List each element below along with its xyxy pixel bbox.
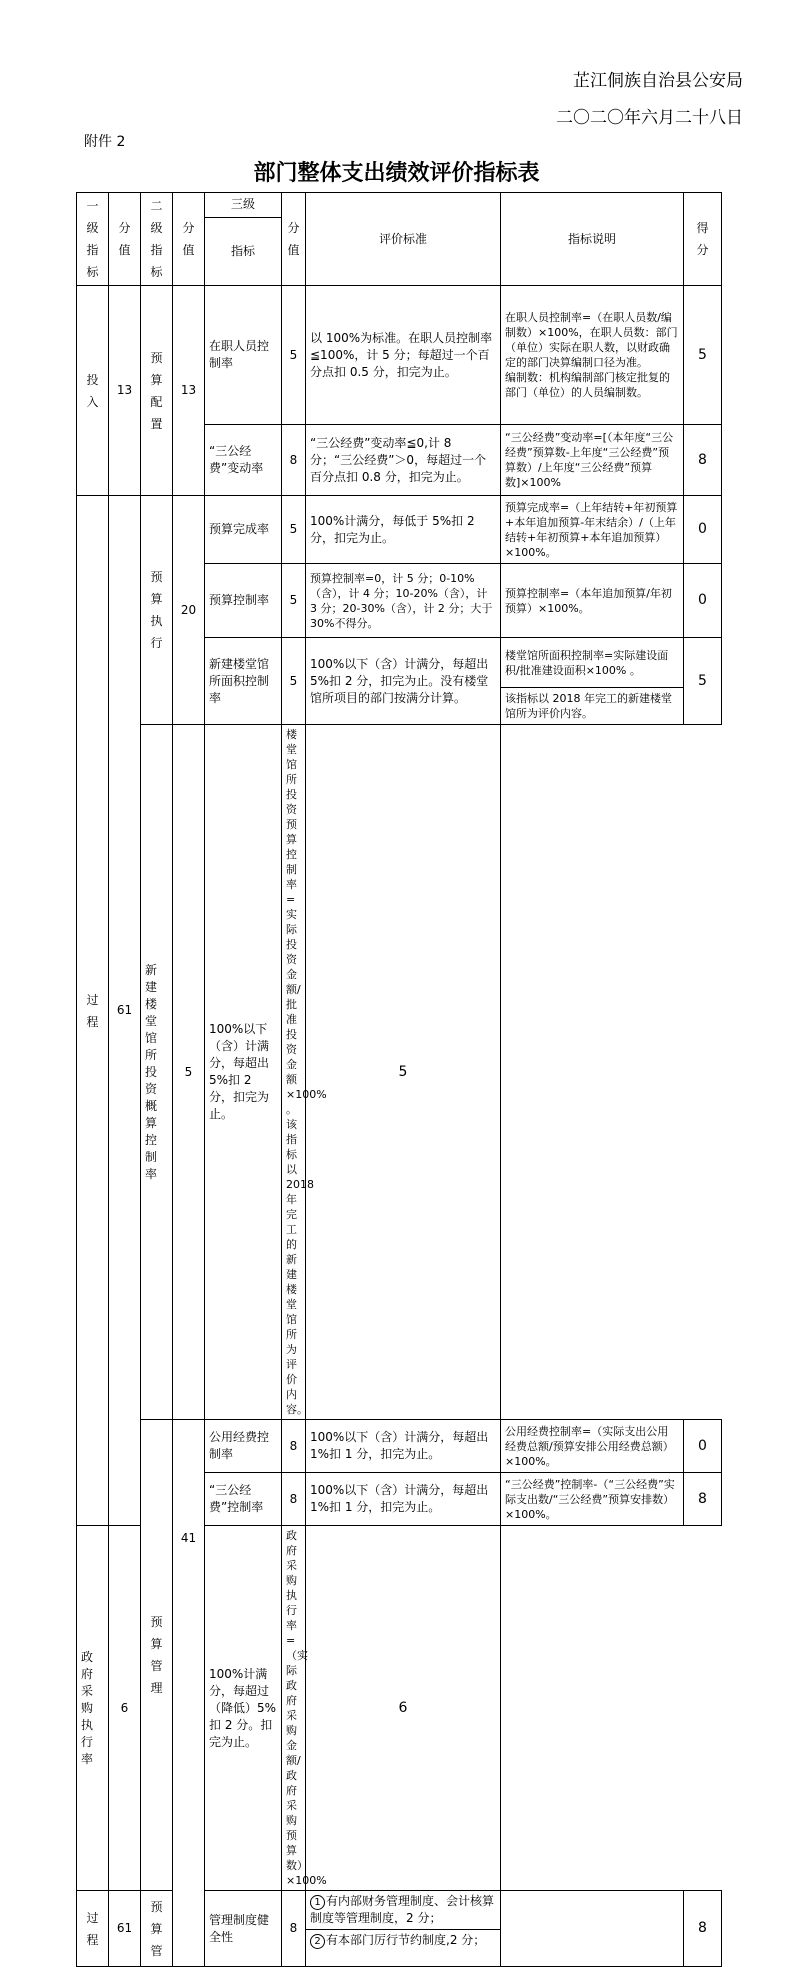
indicator-criteria [306,1891,501,1967]
indicator-name: 预算控制率 [205,564,282,638]
indicator-criteria: 以 100%为标准。在职人员控制率≦100%，计 5 分；每超过一个百分点扣 0.5 分，扣完为止。 [306,286,501,425]
indicator-score: 8 [684,1891,722,1967]
level1-process-continued: 过 程 [77,1891,109,1967]
level2-budget-management: 预 算 管 理 [141,1420,173,1891]
col-score-header: 得 分 [684,193,722,286]
level1-process-score: 61 [109,496,141,1526]
indicator-criteria: 100%计满分，每超过（降低）5%扣 2 分。扣完为止。 [205,1526,282,1891]
indicator-criteria: 预算控制率=0，计 5 分；0-10%（含），计 4 分；10-20%（含），计 3 分；20-30%（含），计 2 分；大于 30%不得分。 [306,564,501,638]
performance-indicator-table [76,192,722,1967]
document-title: 部门整体支出绩效评价指标表 [253,161,540,186]
table-row [77,725,722,1420]
indicator-description-note: 该指标以 2018 年完工的新建楼堂馆所为评价内容。 [501,688,684,725]
col-description-header: 指标说明 [501,193,684,286]
indicator-score-value: 8 [282,425,306,496]
indicator-description [501,1891,684,1967]
col-score3-header: 分 值 [282,193,306,286]
indicator-name: “三公经费”控制率 [205,1473,282,1526]
issuing-organization: 芷江侗族自治县公安局 [573,71,743,91]
circled-number-two: 2 [310,1934,325,1949]
level1-process: 过 程 [77,496,109,1526]
table-row [77,1420,722,1473]
circled-number-one: 1 [310,1895,325,1910]
level2-budget-allocation-score: 13 [173,286,205,496]
attachment-label: 附件 2 [84,134,126,150]
issue-date: 二〇二〇年六月二十八日 [556,108,743,128]
col-score1-header: 分 值 [109,193,141,286]
indicator-score-value: 8 [282,1891,306,1967]
indicator-score: 0 [684,564,722,638]
indicator-description: 在职人员控制率=（在职人员数/编制数）×100%，在职人员数：部门（单位）实际在职人数，以财政确定的部门决算编制口径为准。 编制数：机构编制部门核定批复的部门（单位）的人员编制数。 [501,286,684,425]
indicator-score-value: 6 [109,1526,141,1891]
col-criteria-header: 评价标准 [306,193,501,286]
indicator-description: 楼堂馆所投资预算控制率=实际投资金额/批准投资金额×100% 。 该指标以 2018 年完工的新建楼堂馆所为评价内容。 [282,725,306,1420]
col-score2-header: 分 值 [173,193,205,286]
criteria-item-2: 2 有本部门厉行节约制度,2 分； [306,1929,500,1949]
level2-budget-management-score: 41 [173,1420,205,1967]
level2-budget-execution: 预 算 执 行 [141,496,173,725]
level1-input-score: 13 [109,286,141,496]
col-level3-header-bottom: 指标 [205,217,282,285]
indicator-description: 公用经费控制率=（实际支出公用经费总额/预算安排公用经费总额）×100%。 [501,1420,684,1473]
indicator-criteria: 100%以下（含）计满分，每超出 1%扣 1 分，扣完为止。 [306,1420,501,1473]
col-level2-header: 二 级 指 标 [141,193,173,286]
indicator-score-value: 5 [282,496,306,564]
indicator-criteria: 100%以下（含）计满分，每超出 1%扣 1 分，扣完为止。 [306,1473,501,1526]
indicator-score: 6 [306,1526,501,1891]
table-header-row [77,193,722,218]
indicator-score-value: 5 [282,286,306,425]
level1-process-continued-score: 61 [109,1891,141,1967]
indicator-name: 管理制度健全性 [205,1891,282,1967]
indicator-description: “三公经费”控制率-（“三公经费”实际支出数/“三公经费”预算安排数）×100%。 [501,1473,684,1526]
indicator-score-value: 8 [282,1473,306,1526]
indicator-description: 楼堂馆所面积控制率=实际建设面积/批准建设面积×100% 。 [501,638,684,688]
indicator-score: 8 [684,425,722,496]
indicator-criteria: 100%以下（含）计满分，每超出 5%扣 2 分，扣完为止。 [205,725,282,1420]
indicator-score: 0 [684,496,722,564]
indicator-description: 预算控制率=（本年追加预算/年初预算）×100%。 [501,564,684,638]
indicator-score-value: 5 [282,638,306,725]
indicator-score: 8 [684,1473,722,1526]
indicator-name: 新建楼堂馆所投资概算控制率 [141,725,173,1420]
indicator-score-value: 8 [282,1420,306,1473]
indicator-score: 5 [306,725,501,1420]
level2-budget-management-continued: 预 算 管 [141,1891,173,1967]
indicator-name: 公用经费控制率 [205,1420,282,1473]
table-row [77,496,722,564]
indicator-score: 5 [684,286,722,425]
indicator-criteria: 100%计满分，每低于 5%扣 2 分，扣完为止。 [306,496,501,564]
indicator-name: 在职人员控制率 [205,286,282,425]
indicator-description: 预算完成率=（上年结转+年初预算+本年追加预算-年末结余）/（上年结转+年初预算+本年追加预算）×100%。 [501,496,684,564]
indicator-name: 预算完成率 [205,496,282,564]
table-row [77,286,722,425]
indicator-score-value: 5 [282,564,306,638]
indicator-score-value: 5 [173,725,205,1420]
indicator-description: 政府采购执行率=（实际政府采购金额/政府采购预算数）×100% [282,1526,306,1891]
level1-input: 投 入 [77,286,109,496]
indicator-criteria: 100%以下（含）计满分，每超出 5%扣 2 分，扣完为止。没有楼堂馆所项目的部门按满分计算。 [306,638,501,725]
indicator-score: 5 [684,638,722,725]
col-level1-header: 一 级 指 标 [77,193,109,286]
indicator-name: 政府采购执行率 [77,1526,109,1891]
indicator-name: 新建楼堂馆所面积控制率 [205,638,282,725]
indicator-score: 0 [684,1420,722,1473]
indicator-description: “三公经费”变动率=[（本年度“三公经费”预算数-上年度“三公经费”预算数）/上年度“三公经费”预算数]×100% [501,425,684,496]
criteria-item-1: 1 有内部财务管理制度、会计核算制度等管理制度，2 分； [310,1894,495,1925]
col-level3-header-top: 三级 [205,193,282,218]
level2-budget-allocation: 预 算 配 置 [141,286,173,496]
indicator-name: “三公经费”变动率 [205,425,282,496]
indicator-criteria: “三公经费”变动率≦0,计 8 分；“三公经费”＞0，每超过一个百分点扣 0.8 分，扣完为止。 [306,425,501,496]
level2-budget-execution-score: 20 [173,496,205,725]
